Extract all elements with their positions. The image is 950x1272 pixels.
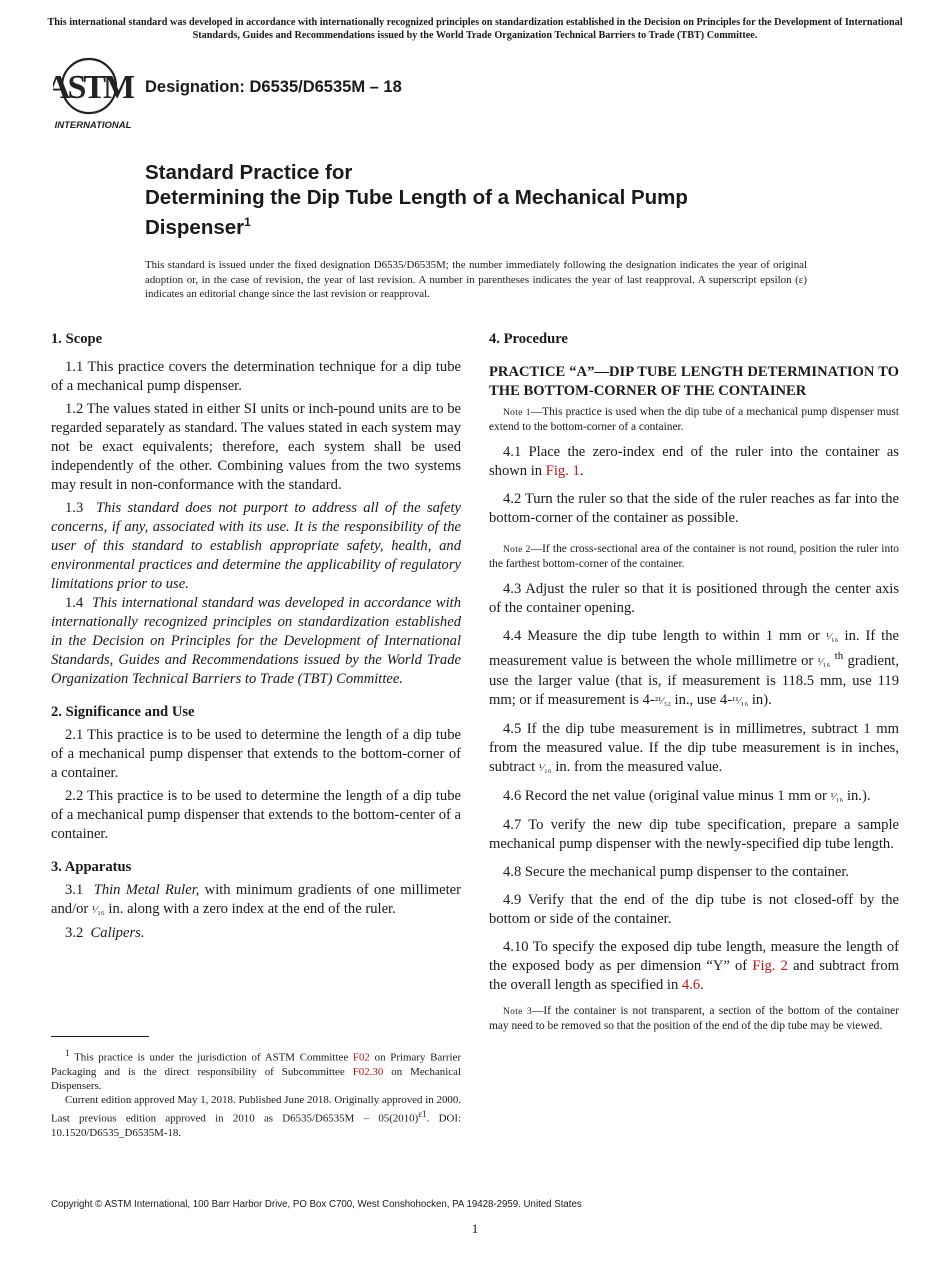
para-4-4-th: th <box>834 650 844 662</box>
para-2-2: 2.2 This practice is to be used to determine the length of a dip tube of a mechanical pump dispenser that extends to the bottom-center of a container. <box>51 788 461 842</box>
page-title <box>145 160 845 240</box>
para-4-10-b: and subtract from the overall length as specified in <box>489 957 900 993</box>
footnotes <box>51 1046 461 1140</box>
subcommittee-f02-30-link[interactable]: F02.30 <box>352 1065 384 1078</box>
para-4-9: 4.9 Verify that the end of the dip tube is not closed-off by the bottom or side of the container. <box>489 891 899 927</box>
para-1-1: 1.1 This practice covers the determination technique for a dip tube of a mechanical pump dispenser. <box>51 359 461 394</box>
para-1-4-text: This international standard was developed in accordance with internationally recognized principles on standardization established in the Decision on Principles for the Development of International Standards, Guides and Recommendations issued by the World Trade Organization Technical Barriers to Trade (TBT) Committee. <box>51 595 462 687</box>
title-line-2: Determining the Dip Tube Length of a Mechanical Pump <box>145 186 688 209</box>
para-3-1-text-b: in. along with a zero index at the end of the ruler. <box>108 901 396 917</box>
left-column <box>51 330 461 943</box>
astm-logo-icon <box>53 56 135 132</box>
para-4-6 <box>489 787 899 807</box>
para-4-4-b: in. If the measurement value is between the whole millimetre or <box>489 628 899 669</box>
fig-1-link[interactable]: Fig. 1 <box>545 463 580 479</box>
practice-a-heading: PRACTICE “A”—DIP TUBE LENGTH DETERMINATION TO THE BOTTOM-CORNER OF THE CONTAINER <box>489 364 899 399</box>
para-4-6-a: 4.6 Record the net value (original value minus 1 mm or <box>503 787 827 804</box>
para-4-4-frac-2: ¹⁄₁₆ <box>817 655 831 668</box>
para-3-1 <box>51 881 461 920</box>
section-4-6-link[interactable]: 4.6 <box>681 976 701 993</box>
note-3-label: Note 3 <box>503 1006 532 1017</box>
note-3 <box>489 1004 899 1033</box>
fig-2-link[interactable]: Fig. 2 <box>752 957 788 974</box>
issue-note: This standard is issued under the fixed designation D6535/D6535M; the number immediately following the designation indicates the year of original adoption or, in the case of revision, the year of last revision. A number in parentheses indicates the year of last reapproval. A superscript epsilon (ε) indicates an editorial change since the last revision or reapproval. <box>145 259 807 300</box>
para-3-2-term: Calipers. <box>90 925 145 941</box>
designation: Designation: D6535/D6535M – 18 <box>145 78 402 96</box>
para-3-1-term: Thin Metal Ruler, <box>93 882 200 898</box>
para-4-5-b: in. from the measured value. <box>555 758 723 775</box>
footnote-2-b: . DOI: 10.1520/D6535_D6535M-18. <box>51 1113 461 1140</box>
para-3-1-num: 3.1 <box>65 882 84 898</box>
footnote-2-a: Current edition approved May 1, 2018. Published June 2018. Originally approved in 2000. Last previous edition approved in 2010 as D6535/D6535M – 05(2010) <box>51 1094 461 1126</box>
para-4-4-frac-4: ¹¹⁄₁₆ <box>732 694 749 707</box>
para-4-4-c: gradient, use the larger value (that is, if measurement is 118.5 mm, use 119 mm; or if measurement is 4- <box>489 652 899 708</box>
note-1-text: —This practice is used when the dip tube of a mechanical pump dispenser must extend to the bottom-corner of a container. <box>489 406 899 433</box>
para-4-5-frac: ¹⁄₁₆ <box>538 761 552 774</box>
para-4-1: 4.1 Place the zero-index end of the ruler into the container as shown in Fig. 1. <box>489 444 899 479</box>
para-4-4-d: in., use 4- <box>674 691 733 708</box>
para-4-4-frac-3: ²¹⁄₃₂ <box>654 694 671 707</box>
title-line-1: Standard Practice for <box>145 161 353 184</box>
section-significance-heading: 2. Significance and Use <box>51 704 195 720</box>
section-procedure-heading: 4. Procedure <box>489 331 568 347</box>
para-1-4 <box>51 594 461 689</box>
para-4-7: 4.7 To verify the new dip tube specification, prepare a sample mechanical pump dispenser with the newly-specified dip tube length. <box>489 816 899 852</box>
note-2-label: Note 2 <box>503 545 531 555</box>
page-number: 1 <box>471 1221 479 1236</box>
para-1-4-num: 1.4 <box>65 595 84 611</box>
footnote-1-a: This practice is under the jurisdiction of ASTM Committee <box>74 1051 349 1064</box>
right-column <box>489 330 899 1033</box>
footnote-1-c: on Mechanical Dispensers. <box>51 1065 461 1093</box>
para-4-10: 4.10 To specify the exposed dip tube length, measure the length of the exposed body as per dimension “Y” of Fig. 2 and subtract from the overall length as specified in 4.6. <box>489 938 900 993</box>
para-1-3-text: This standard does not purport to address all of the safety concerns, if any, associated with its use. It is the responsibility of the user of this standard to establish appropriate safety, health, and environmental practices and determine the applicability of regulatory limitations prior to use. <box>51 500 461 592</box>
para-4-4 <box>489 627 899 711</box>
para-1-3-num: 1.3 <box>65 500 84 516</box>
footnote-1-mark: 1 <box>65 1048 70 1058</box>
footnote-2 <box>51 1093 461 1140</box>
note-2 <box>489 542 899 571</box>
section-apparatus-heading: 3. Apparatus <box>51 859 132 875</box>
svg-text:INTERNATIONAL: INTERNATIONAL <box>54 120 132 131</box>
para-4-10-a: 4.10 To specify the exposed dip tube length, measure the length of the exposed body as per dimension “Y” of <box>489 938 899 974</box>
title-footnote-mark: 1 <box>244 215 251 229</box>
copyright-line: Copyright © ASTM International, 100 Barr Harbor Drive, PO Box C700, West Conshohocken, PA 19428-2959. United States <box>51 1199 582 1210</box>
para-4-6-frac: ¹⁄₁₆ <box>830 790 844 803</box>
committee-f02-link[interactable]: F02 <box>352 1051 370 1064</box>
section-scope-heading: 1. Scope <box>51 331 103 347</box>
para-3-2 <box>51 924 461 943</box>
note-3-text: —If the container is not transparent, a section of the bottom of the container may need to be removed so that the position of the end of the dip tube may be viewed. <box>489 1004 899 1032</box>
footnote-divider <box>51 1036 149 1037</box>
footnote-2-epsilon: ε1 <box>418 1109 427 1120</box>
para-4-8: 4.8 Secure the mechanical pump dispenser to the container. <box>503 863 850 880</box>
note-2-text: —If the cross-sectional area of the container is not round, position the ruler into the farthest bottom-corner of the container. <box>489 543 899 570</box>
para-4-2: 4.2 Turn the ruler so that the side of the ruler reaches as far into the bottom-corner of the container as possible. <box>489 491 899 526</box>
para-4-4-frac-1: ¹⁄₁₆ <box>825 631 839 643</box>
wto-notice: This international standard was developed in accordance with internationally recognized principles on standardization established in the Decision on Principles for the Development of International Standards, Guides and Recommendations issued by the World Trade Organization Technical Barriers to Trade (TBT) Committee. <box>47 17 903 41</box>
para-3-1-fraction: ¹⁄₁₆ <box>91 904 105 916</box>
para-3-1-text-a: with minimum gradients of one millimeter and/or <box>51 882 461 917</box>
title-line-3-text: Dispenser <box>145 215 245 239</box>
para-4-1-text: 4.1 Place the zero-index end of the ruler into the container as shown in <box>489 444 899 479</box>
para-4-5-a: 4.5 If the dip tube measurement is in millimetres, subtract 1 mm from the measured value. If the dip tube measurement is in inches, subtract <box>489 720 899 775</box>
note-1 <box>489 405 899 434</box>
para-4-5 <box>489 720 899 778</box>
para-4-4-a: 4.4 Measure the dip tube length to within 1 mm or <box>503 628 820 644</box>
footnote-1 <box>51 1046 461 1093</box>
para-4-4-e: in). <box>751 691 772 708</box>
title-line-3 <box>145 210 845 240</box>
para-4-6-b: in.). <box>846 787 871 804</box>
para-1-2: 1.2 The values stated in either SI units or inch-pound units are to be regarded separately as standard. The values stated in each system may not be exact equivalents; therefore, each system shall be used independently of the other. Combining values from the two systems may result in non-conformance with the standard. <box>51 401 461 493</box>
note-1-label: Note 1 <box>503 408 531 418</box>
svg-text:ASTM: ASTM <box>53 69 133 106</box>
footnote-1-b: on Primary Barrier Packaging and is the direct responsibility of Subcommittee <box>51 1051 461 1078</box>
para-4-3: 4.3 Adjust the ruler so that it is positioned through the center axis of the container opening. <box>489 581 899 616</box>
para-3-2-num: 3.2 <box>65 925 84 941</box>
para-1-3 <box>51 499 461 594</box>
para-2-1: 2.1 This practice is to be used to determine the length of a dip tube of a mechanical pump dispenser that extends to the bottom-corner of a container. <box>51 727 461 781</box>
